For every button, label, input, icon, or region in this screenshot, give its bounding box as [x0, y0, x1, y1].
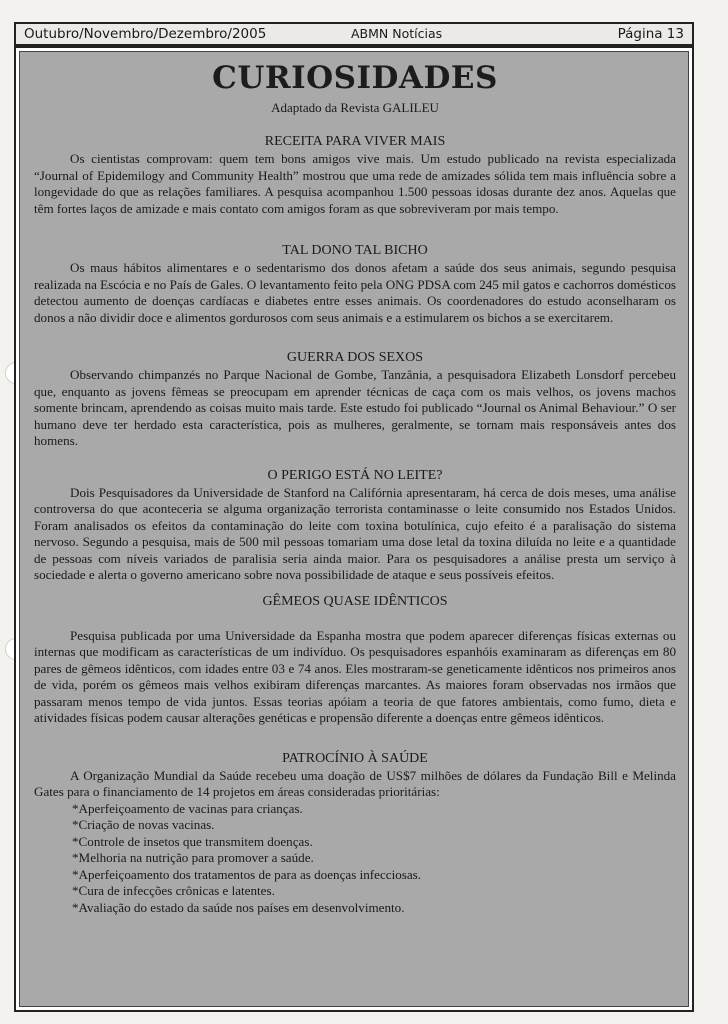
priority-list [34, 801, 676, 917]
article-guerra [34, 350, 676, 450]
article-body: Dois Pesquisadores da Universidade de Stanford na Califórnia apresentaram, há cerca de dois meses, uma análise controversa do que aconteceria se alguma organização terrorista contaminasse o leite consumido nos Estados Unidos. Foram analisados os efeitos da contaminação do leite com toxina botulínica, cujo efeito é a paralisação do sistema nervoso. Segundo a pesquisa, mais de 500 mil pessoas tomariam uma dose letal da toxina diluída no leite e a quantidade de pessoas com níveis variados de paralisia seria ainda maior. Para os pesquisadores a análise presta um serviço à sociedade e alerta o governo americano sobre nova possibilidade de ataque e seus possíveis efeitos. [34, 484, 676, 582]
content-panel [19, 51, 689, 1007]
article-receita [34, 134, 676, 217]
list-item: *Aperfeiçoamento dos tratamentos de para as doenças infecciosas. [72, 866, 422, 882]
article-title: GÊMEOS QUASE IDÊNTICOS [262, 593, 448, 609]
article-title: GUERRA DOS SEXOS [286, 350, 424, 365]
page-header [14, 22, 694, 46]
article-gemeos [34, 594, 676, 727]
page-title: CURIOSIDADES [212, 60, 498, 96]
article-title: RECEITA PARA VIVER MAIS [264, 134, 446, 149]
article-patrocinio [34, 751, 676, 917]
page-number: Página 13 [617, 26, 684, 42]
list-item: *Controle de insetos que transmitem doenças. [72, 833, 313, 849]
list-item: *Avaliação do estado da saúde nos países em desenvolvimento. [72, 899, 405, 915]
article-body: A Organização Mundial da Saúde recebeu uma doação de US$7 milhões de dólares da Fundação Bill e Melinda Gates para o financiamento de 14 projetos em áreas consideradas prioritárias: [34, 767, 676, 799]
article-title: TAL DONO TAL BICHO [282, 243, 428, 258]
page-subtitle: Adaptado da Revista GALILEU [271, 100, 439, 115]
article-body: Observando chimpanzés no Parque Nacional de Gombe, Tanzânia, a pesquisadora Elizabeth Lonsdorf percebeu que, enquanto as jovens fêmeas se preocupam em aprender técnicas de caça com os mais velhos, os jovens machos somente brincam, aprendendo as coisas muito mais tarde. Este estudo foi publicado “Journal os Animal Behaviour.” O ser humano deve ter herdado esta característica, pois as mulheres, geralmente, se tornam mais responsáveis antes dos homens. [34, 367, 676, 448]
list-item: *Aperfeiçoamento de vacinas para crianças. [72, 800, 303, 816]
list-item: *Cura de infecções crônicas e latentes. [72, 883, 275, 898]
article-title: PATROCÍNIO À SAÚDE [282, 750, 428, 766]
article-perigo-leite [34, 468, 676, 584]
article-title: O PERIGO ESTÁ NO LEITE? [267, 467, 443, 483]
article-body: Pesquisa publicada por uma Universidade da Espanha mostra que podem aparecer diferenças físicas externas ou internas que modificam as características de um indivíduo. Os pesquisadores espanhóis examinaram as diferenças em 80 pares de gêmeos idênticos, com idades entre 03 e 74 anos. Eles mostraram-se geneticamente idênticos nos primeiros anos de vida, porém os gêmeos mais velhos exibiram diferenças marcantes. As maiores foram observadas nos irmãos que passaram menos tempo de vida juntos. Essas teorias apóiam a teoria de que fatores ambientais, como fumo, dieta e atividades físicas podem causar alterações genéticas e propensão diferente a doenças entre gêmeos idênticos. [34, 627, 676, 725]
article-tal-dono [34, 243, 676, 326]
list-item: *Melhoria na nutrição para promover a saúde. [72, 850, 314, 865]
article-body: Os maus hábitos alimentares e o sedentarismo dos donos afetam a saúde dos seus animais, segundo pesquisa realizada na Escócia e no País de Gales. O levantamento feito pela ONG PDSA com 245 mil gatos e cachorros domésticos detectou aumento de doenças cardíacas e diabetes entre esses animais. Os coordenadores do estudo aconselharam os donos a não dividir doce e alimentos gordurosos com seus animais e a estimularem os bichos a se exercitarem. [34, 260, 676, 325]
issue-date: Outubro/Novembro/Dezembro/2005 [24, 26, 267, 42]
publication-name: ABMN Notícias [351, 26, 443, 41]
article-body: Os cientistas comprovam: quem tem bons amigos vive mais. Um estudo publicado na revista especializada “Journal of Epidemilogy and Community Health” mostrou que uma rede de amizades sólida tem mais influência sobre a longevidade do que as relações familiares. A pesquisa acompanhou 1.500 pessoas idosas durante dez anos. Aquelas que têm fortes laços de amizade e mais contato com amigos foram as que sobreviveram por mais tempo. [34, 151, 676, 216]
page-frame [14, 46, 694, 1012]
list-item: *Criação de novas vacinas. [72, 817, 215, 832]
